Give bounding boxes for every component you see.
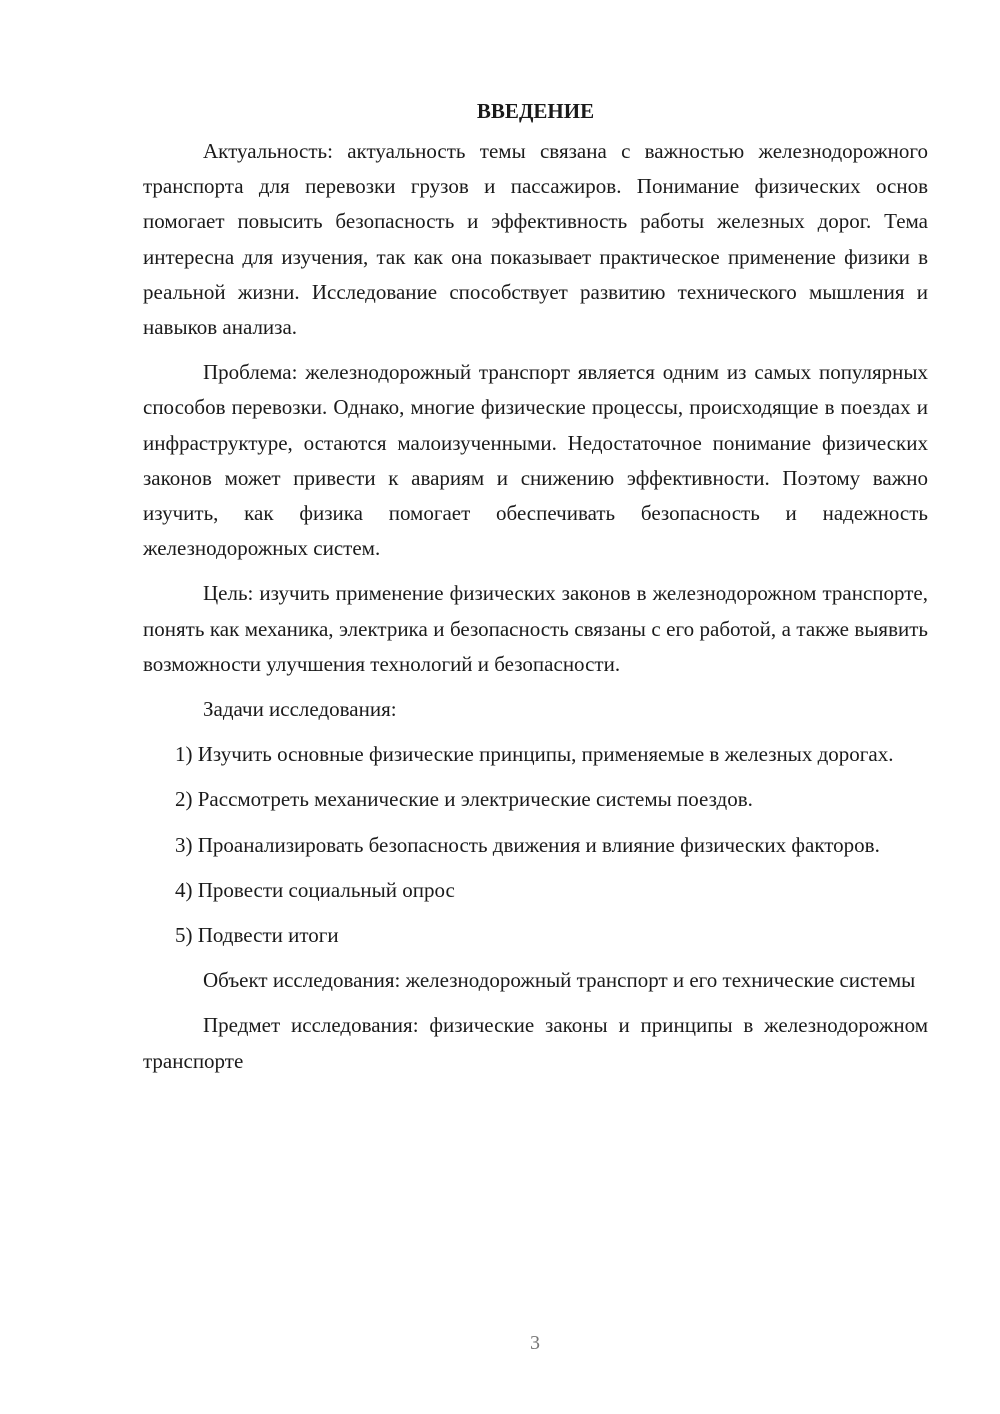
task-item: 3) Проанализировать безопасность движения и влияние физических факторов. bbox=[175, 832, 880, 857]
task-item: 5) Подвести итоги bbox=[175, 923, 339, 948]
tasks-list bbox=[143, 737, 928, 953]
problem-paragraph: Проблема: железнодорожный транспорт является одним из самых популярных способов перевозки. Однако, многие физические процессы, происходящие в поездах и инфраструктуре, остаются малоизученными. Недостаточное понимание физических законов может привести к авариям и снижению эффективности. Поэтому важно изучить, как физика помогает обеспечивать безопасность и надежность железнодорожных систем. bbox=[143, 360, 928, 561]
subject-paragraph: Предмет исследования: физические законы и принципы в железнодорожном транспорте bbox=[143, 1013, 928, 1073]
goal-paragraph: Цель: изучить применение физических законов в железнодорожном транспорте, понять как механика, электрика и безопасность связаны с его работой, а также выявить возможности улучшения технологий и безопасности. bbox=[143, 581, 928, 676]
task-item: 2) Рассмотреть механические и электрические системы поездов. bbox=[175, 787, 753, 812]
task-item: 1) Изучить основные физические принципы, применяемые в железных дорогах. bbox=[175, 742, 894, 767]
document-page bbox=[143, 94, 928, 1089]
task-item: 4) Провести социальный опрос bbox=[175, 877, 455, 902]
section-heading: ВВЕДЕНИЕ bbox=[476, 99, 595, 123]
relevance-paragraph: Актуальность: актуальность темы связана с важностью железнодорожного транспорта для перевозки грузов и пассажиров. Понимание физических основ помогает повысить безопасность и эффективность работы железных дорог. Тема интересна для изучения, так как она показывает практическое применение физики в реальной жизни. Исследование способствует развитию технического мышления и навыков анализа. bbox=[143, 139, 928, 340]
tasks-title: Задачи исследования: bbox=[203, 697, 397, 722]
page-number: 3 bbox=[530, 1332, 540, 1354]
object-paragraph: Объект исследования: железнодорожный транспорт и его технические системы bbox=[203, 968, 916, 993]
